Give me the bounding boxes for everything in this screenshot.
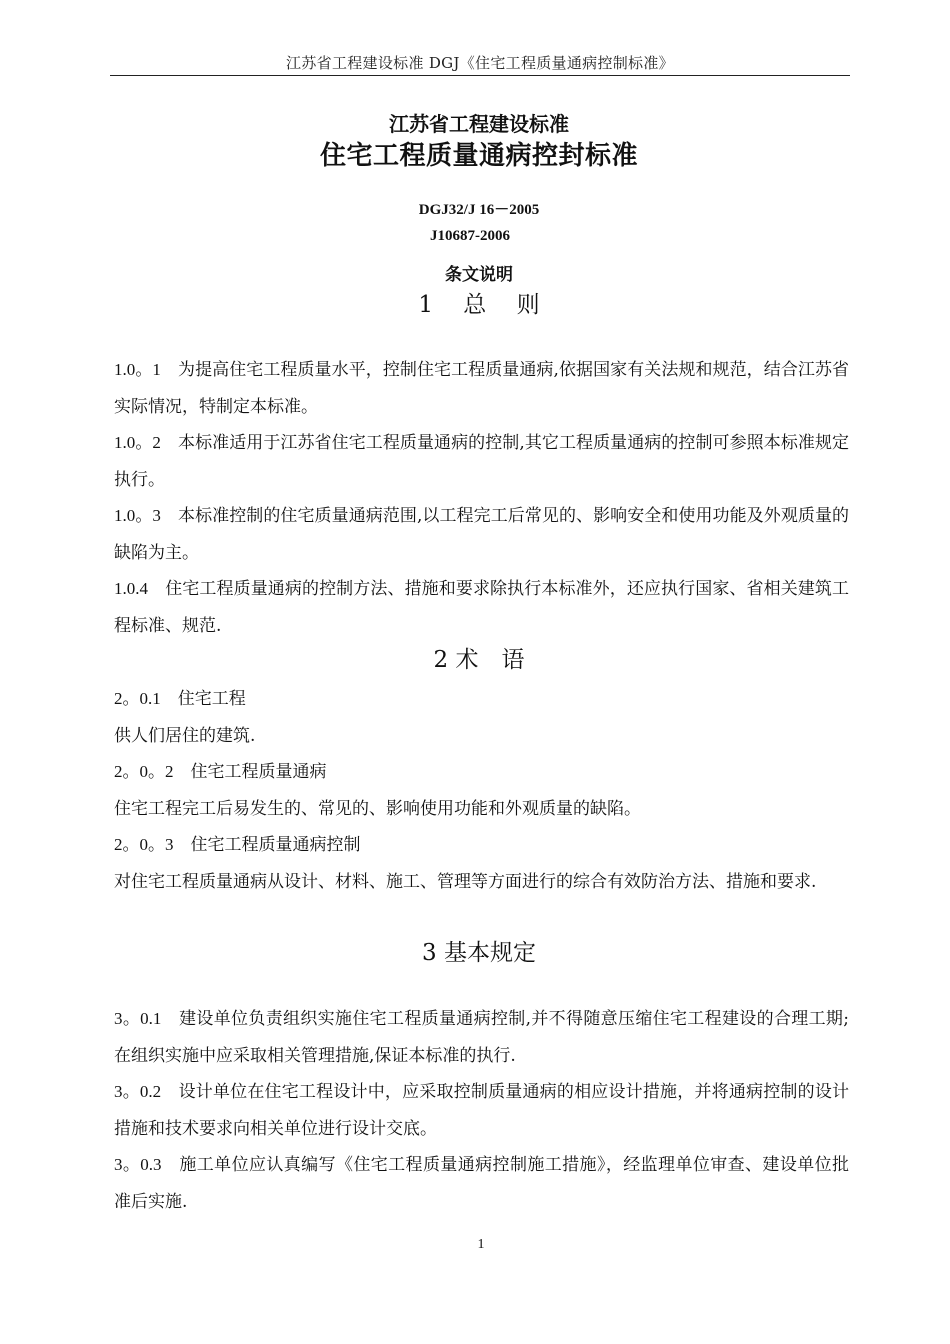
clause-text: 为提高住宅工程质量水平，控制住宅工程质量通病,依据国家有关法规和规范，结合江苏省实际情况，特制定本标准。	[114, 360, 850, 417]
clause-paragraph	[114, 1074, 849, 1147]
term-heading	[114, 827, 849, 864]
clause-number: 1.0.4	[114, 579, 148, 598]
clause-number: 2。0。2	[114, 762, 174, 781]
page-number: 1	[477, 1237, 485, 1252]
clause-paragraph	[114, 1001, 849, 1074]
chapter-1-body	[114, 352, 849, 644]
clause-number: 2。0。3	[114, 835, 174, 854]
clause-number: 3。0.1	[114, 1009, 162, 1028]
term-heading	[114, 754, 849, 791]
chapter-heading-2: 2 术 语	[433, 647, 525, 673]
record-code: J10687-2006	[430, 228, 510, 244]
header-rule	[110, 75, 850, 76]
running-header: 江苏省工程建设标准 DGJ《住宅工程质量通病控制标准》	[286, 54, 674, 72]
chapter-heading-3: 3 基本规定	[422, 940, 536, 966]
clause-text: 本标准控制的住宅质量通病范围,以工程完工后常见的、影响安全和使用功能及外观质量的缺陷为主。	[114, 506, 850, 563]
clause-number: 1.0。2	[114, 433, 161, 452]
clause-number: 3。0.3	[114, 1155, 162, 1174]
term-heading	[114, 681, 849, 718]
term-name: 住宅工程	[177, 689, 246, 709]
clause-paragraph	[114, 425, 849, 498]
term-definition: 住宅工程完工后易发生的、常见的、影响使用功能和外观质量的缺陷。	[114, 798, 641, 819]
term-definition: 供人们居住的建筑.	[114, 725, 256, 746]
clause-text: 建设单位负责组织实施住宅工程质量通病控制,并不得随意压缩住宅工程建设的合理工期;在组织实施中应采取相关管理措施,保证本标准的执行.	[114, 1009, 849, 1066]
clause-text: 住宅工程质量通病的控制方法、措施和要求除执行本标准外，还应执行国家、省相关建筑工程标准、规范.	[114, 579, 850, 636]
clause-paragraph	[114, 1147, 849, 1220]
document-subtitle: 江苏省工程建设标准	[389, 112, 569, 136]
clause-text: 施工单位应认真编写《住宅工程质量通病控制施工措施》，经监理单位审查、建设单位批准后实施.	[114, 1155, 850, 1212]
term-name: 住宅工程质量通病	[190, 762, 327, 782]
clause-paragraph	[114, 571, 849, 644]
term-definition: 对住宅工程质量通病从设计、材料、施工、管理等方面进行的综合有效防治方法、措施和要求.	[114, 871, 817, 892]
term-name: 住宅工程质量通病控制	[190, 835, 361, 855]
clause-number: 2。0.1	[114, 689, 161, 708]
chapter-heading-1: 1 总 则	[418, 292, 540, 318]
clause-text: 设计单位在住宅工程设计中，应采取控制质量通病的相应设计措施，并将通病控制的设计措施和技术要求向相关单位进行设计交底。	[114, 1082, 850, 1139]
clause-number: 3。0.2	[114, 1082, 162, 1101]
chapter-3-body	[114, 1001, 849, 1220]
clause-paragraph	[114, 498, 849, 571]
clause-text: 本标准适用于江苏省住宅工程质量通病的控制,其它工程质量通病的控制可参照本标准规定执行。	[114, 433, 850, 490]
document-title: 住宅工程质量通病控封标准	[319, 141, 638, 171]
section-explanation-label: 条文说明	[445, 265, 513, 285]
clause-paragraph	[114, 352, 849, 425]
standard-code: DGJ32/J 16－2005	[418, 202, 540, 218]
clause-number: 1.0。1	[114, 360, 161, 379]
clause-number: 1.0。3	[114, 506, 161, 525]
chapter-2-body	[114, 681, 849, 900]
